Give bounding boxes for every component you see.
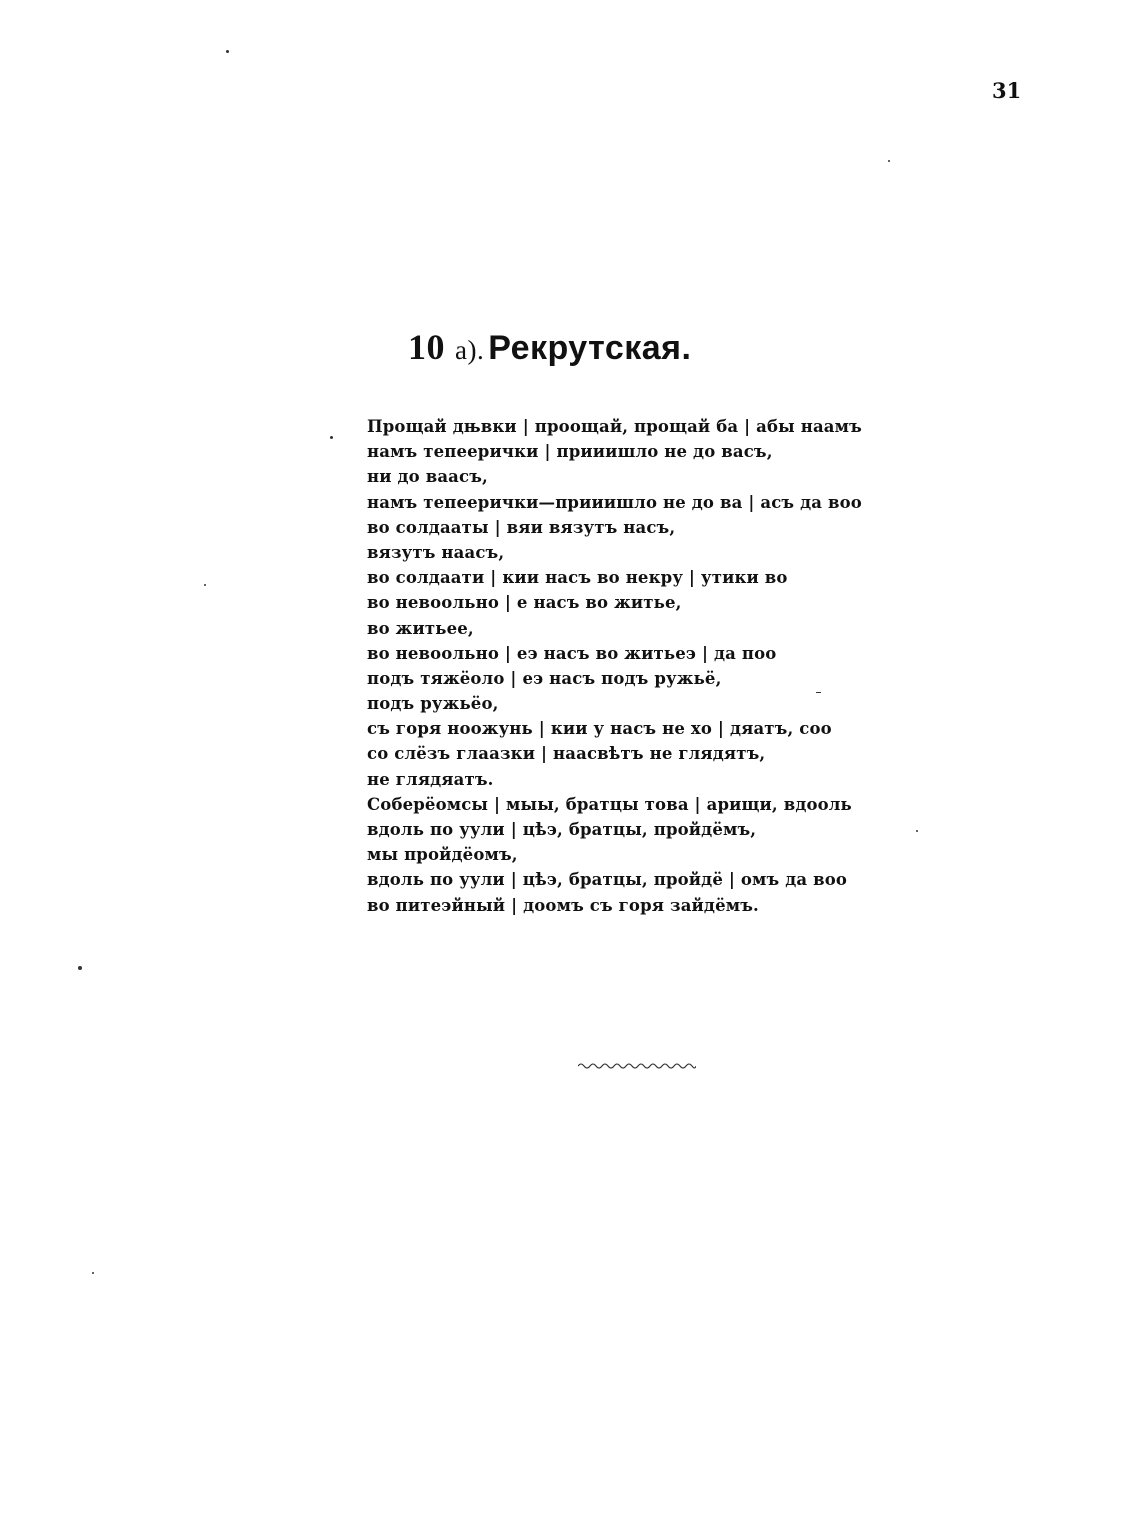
lyric-line: Соберёомсы | мыы, братцы това | арищи, вдооль — [367, 794, 852, 814]
lyric-line: мы пройдёомъ, — [367, 845, 518, 865]
scan-speck — [888, 160, 890, 162]
scan-speck — [916, 830, 918, 832]
lyric-line: во солдаати | кии насъ во некру | утики во — [367, 568, 788, 588]
song-title-text: Рекрутская. — [488, 329, 692, 367]
lyric-line: во житьее, — [367, 618, 474, 638]
scan-speck — [226, 50, 229, 53]
song-variant: a). — [455, 335, 485, 365]
lyric-line: намъ тепеерички | прииишло не до васъ, — [367, 442, 773, 462]
song-title — [408, 326, 691, 368]
lyric-line: вязутъ наасъ, — [367, 542, 505, 562]
lyric-line: во питеэйный | доомъ съ горя зайдёмъ. — [367, 895, 759, 915]
lyric-line: подъ тяжёоло | еэ насъ подъ ружьё, — [367, 668, 722, 688]
song-number: 10 — [408, 327, 445, 367]
lyric-line: съ горя ноожунь | кии у насъ не хо | дяатъ, соо — [367, 719, 832, 739]
lyric-line: Прощай дњвки | проощай, прощай ба | абы наамъ — [367, 417, 862, 436]
scan-speck — [92, 1272, 94, 1274]
lyric-line: ни до ваасъ, — [367, 467, 488, 487]
lyric-line: со слёзъ глаазки | наасвѣтъ не глядятъ, — [367, 744, 766, 764]
lyric-line: во невоольно | еэ насъ во житьеэ | да поо — [367, 643, 777, 663]
wavy-divider-ornament — [578, 1060, 696, 1072]
scan-speck — [816, 692, 821, 693]
lyric-line: подъ ружьёо, — [367, 694, 499, 714]
scan-speck — [330, 436, 333, 439]
scan-speck — [204, 584, 206, 586]
lyric-line: вдоль по уули | цѣэ, братцы, пройдё | омъ да воо — [367, 870, 848, 890]
page-number: 31 — [992, 78, 1022, 103]
scan-speck — [78, 966, 82, 970]
lyrics-block — [367, 414, 887, 918]
lyric-line: вдоль по уули | цѣэ, братцы, пройдёмъ, — [367, 820, 757, 839]
lyric-line: не глядяатъ. — [367, 769, 494, 789]
lyric-line: во невоольно | е насъ во житье, — [367, 593, 682, 613]
lyric-line: во солдааты | вяи вязутъ насъ, — [367, 517, 676, 537]
lyric-line: намъ тепеерички—прииишло не до ва | асъ да воо — [367, 492, 862, 512]
